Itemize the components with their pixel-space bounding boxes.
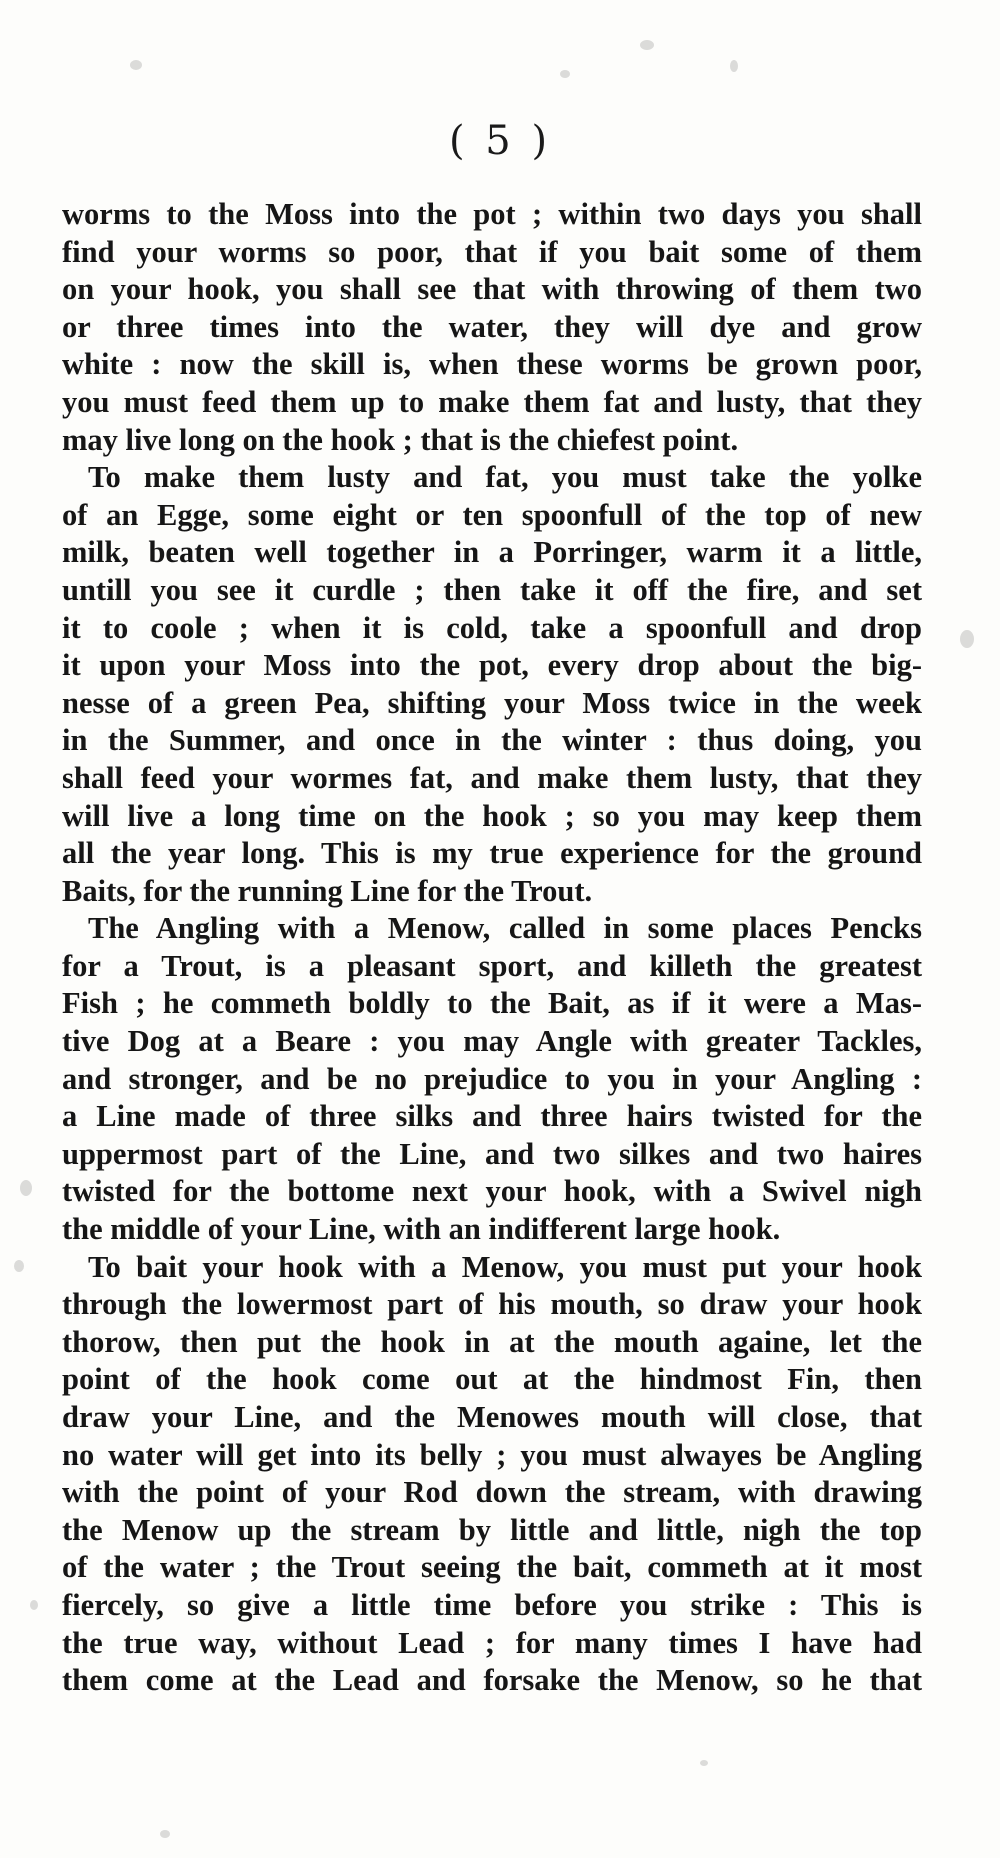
text-line: To bait your hook with a Menow, you must put your hook bbox=[88, 1249, 922, 1284]
page-number: ( 5 ) bbox=[448, 118, 552, 164]
text-line: Fish ; he commeth boldly to the Bait, as if it were a Mas- bbox=[62, 986, 922, 1021]
text-line: or three times into the water, they will dye and grow bbox=[62, 309, 922, 344]
text-line: fiercely, so give a little time before you strike : This is bbox=[62, 1587, 922, 1622]
text-line: a Line made of three silks and three hairs twisted for the bbox=[62, 1099, 922, 1134]
scan-speckle bbox=[640, 40, 654, 50]
text-line: and stronger, and be no prejudice to you in your Angling : bbox=[62, 1061, 922, 1096]
text-line: of an Egge, some eight or ten spoonfull of the top of new bbox=[62, 497, 922, 532]
text-line: tive Dog at a Beare : you may Angle with greater Tackles, bbox=[62, 1024, 922, 1059]
text-line: nesse of a green Pea, shifting your Moss twice in the week bbox=[62, 685, 922, 720]
scan-speckle bbox=[960, 630, 974, 648]
text-line: you must feed them up to make them fat and lusty, that they bbox=[62, 384, 922, 419]
text-line: it upon your Moss into the pot, every drop about the big- bbox=[62, 648, 922, 683]
text-line: for a Trout, is a pleasant sport, and killeth the greatest bbox=[62, 948, 922, 983]
text-line: of the water ; the Trout seeing the bait, commeth at it most bbox=[62, 1550, 922, 1585]
scan-speckle bbox=[130, 60, 142, 70]
text-line: with the point of your Rod down the stream, with drawing bbox=[62, 1475, 922, 1510]
text-line: white : now the skill is, when these worms be grown poor, bbox=[62, 347, 922, 382]
text-line: may live long on the hook ; that is the chiefest point. bbox=[62, 422, 739, 457]
text-line: the Menow up the stream by little and little, nigh the top bbox=[62, 1512, 922, 1547]
text-line: the true way, without Lead ; for many times I have had bbox=[62, 1625, 922, 1660]
text-line: no water will get into its belly ; you must alwayes be Angling bbox=[62, 1437, 922, 1472]
text-line: untill you see it curdle ; then take it off the fire, and set bbox=[62, 572, 922, 607]
scan-speckle bbox=[160, 1830, 170, 1838]
text-line: them come at the Lead and forsake the Menow, so he that bbox=[62, 1663, 922, 1698]
scan-speckle bbox=[20, 1180, 32, 1196]
text-line: twisted for the bottome next your hook, with a Swivel nigh bbox=[62, 1174, 922, 1209]
text-line: will live a long time on the hook ; so you may keep them bbox=[62, 798, 922, 833]
text-line: the middle of your Line, with an indifferent large hook. bbox=[62, 1212, 781, 1247]
text-line: on your hook, you shall see that with throwing of them two bbox=[62, 272, 922, 307]
scan-speckle bbox=[30, 1600, 38, 1610]
text-line: point of the hook come out at the hindmost Fin, then bbox=[62, 1362, 922, 1397]
scan-speckle bbox=[560, 70, 570, 78]
text-line: The Angling with a Menow, called in some places Pencks bbox=[88, 911, 922, 946]
scan-speckle bbox=[700, 1760, 708, 1766]
text-line: uppermost part of the Line, and two silkes and two haires bbox=[62, 1136, 922, 1171]
scan-speckle bbox=[14, 1260, 24, 1272]
text-line: worms to the Moss into the pot ; within two days you shall bbox=[62, 197, 922, 231]
scan-speckle bbox=[730, 60, 738, 72]
text-line: To make them lusty and fat, you must take the yolke bbox=[88, 460, 922, 495]
text-line: thorow, then put the hook in at the mouth againe, let the bbox=[62, 1324, 922, 1359]
text-line: all the year long. This is my true experience for the ground bbox=[62, 836, 922, 871]
body-text bbox=[62, 196, 922, 1700]
text-line: shall feed your wormes fat, and make them lusty, that they bbox=[62, 760, 922, 795]
text-line: through the lowermost part of his mouth, so draw your hook bbox=[62, 1287, 922, 1322]
text-line: Baits, for the running Line for the Trout. bbox=[62, 873, 593, 908]
text-line: milk, beaten well together in a Porringer, warm it a little, bbox=[62, 535, 922, 570]
text-line: in the Summer, and once in the winter : thus doing, you bbox=[62, 723, 922, 758]
text-line: it to coole ; when it is cold, take a spoonfull and drop bbox=[62, 610, 922, 645]
text-line: draw your Line, and the Menowes mouth will close, that bbox=[62, 1400, 922, 1434]
text-line: find your worms so poor, that if you bait some of them bbox=[62, 234, 922, 269]
